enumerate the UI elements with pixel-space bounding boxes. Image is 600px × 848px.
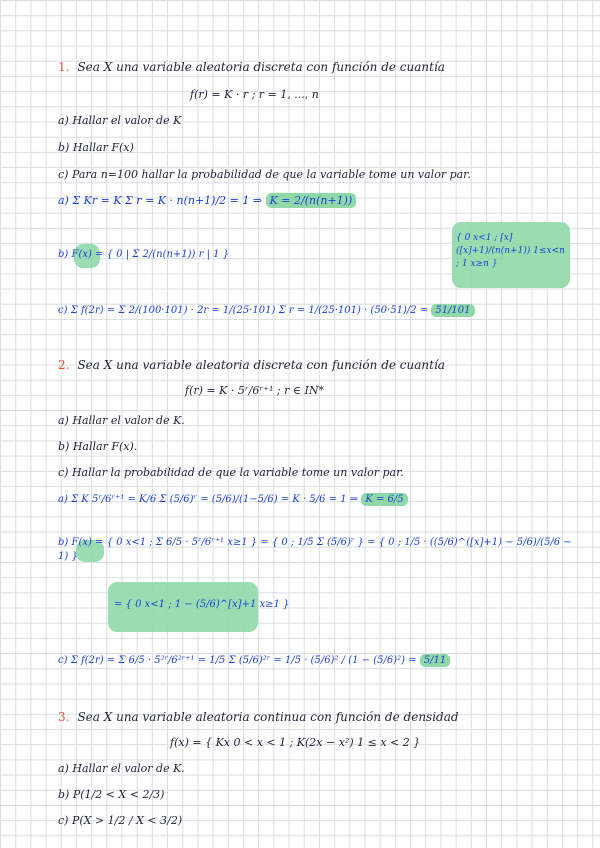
problem-1-statement xyxy=(58,60,445,74)
solution-1c-label: c) xyxy=(58,305,68,316)
solution-2b-equation: F(x) = { 0 x<1 ; Σ 6/5 · 5ʳ/6ʳ⁺¹ x≥1 } = { 0 ; 1/5 Σ (5/6)ʳ } = { 0 ; 1/5 · ((5/6)^([x]+1) − 5/6)/(5/6 − 1) } xyxy=(58,537,572,562)
solution-2c-equation: Σ f(2r) = Σ 6/5 · 5²ʳ/6²ʳ⁺¹ = 1/5 Σ (5/6)²ʳ = 1/5 · (5/6)² / (1 − (5/6)²) = xyxy=(70,655,417,666)
problem-3-number: 3. xyxy=(58,710,70,724)
problem-3-part-b: b) P(1/2 < X < 2/3) xyxy=(58,788,165,801)
solution-1a-label: a) xyxy=(58,194,69,207)
problem-2-part-c: c) Hallar la probabilidad de que la variable tome un valor par. xyxy=(58,466,404,479)
problem-3-part-a: a) Hallar el valor de K. xyxy=(58,762,185,775)
problem-2-statement xyxy=(58,358,445,372)
problem-3-text: Sea X una variable aleatoria continua con función de densidad xyxy=(77,710,459,724)
problem-1-number: 1. xyxy=(58,60,70,74)
solution-1b-equation: F(x) = { 0 | Σ 2/(n(n+1)) r | 1 } xyxy=(71,249,230,260)
solution-1b xyxy=(58,248,448,261)
solution-2b xyxy=(58,536,578,564)
solution-2c xyxy=(58,654,450,668)
problem-1-part-b: b) Hallar F(x) xyxy=(58,141,134,154)
problem-2-number: 2. xyxy=(58,358,70,372)
solution-1c-result: 51/101 xyxy=(431,304,474,317)
solution-1c-equation: Σ f(2r) = Σ 2/(100·101) · 2r = 1/(25·101) Σ r = 1/(25·101) · (50·51)/2 = xyxy=(70,305,429,316)
problem-1-formula: f(r) = K · r ; r = 1, ..., n xyxy=(190,88,319,101)
solution-2b-label: b) xyxy=(58,537,69,548)
problem-3-part-c: c) P(X > 1/2 / X < 3/2) xyxy=(58,814,183,827)
solution-1a xyxy=(58,194,356,208)
solution-2c-label: c) xyxy=(58,655,68,666)
solution-1b-label: b) xyxy=(58,249,69,260)
problem-3-statement xyxy=(58,710,459,724)
solution-1c xyxy=(58,304,475,318)
solution-2a-result: K = 6/5 xyxy=(361,493,407,506)
solution-1a-equation: Σ Kr = K Σ r = K · n(n+1)/2 = 1 ⇒ xyxy=(72,194,263,207)
solution-2c-result: 5/11 xyxy=(420,654,450,667)
solution-1b-result: { 0 x<1 ; [x]([x]+1)/(n(n+1)) 1≤x<n ; 1 x≥n } xyxy=(456,233,565,269)
problem-1-part-c: c) Para n=100 hallar la probabilidad de que la variable tome un valor par. xyxy=(58,168,471,181)
problem-1-text: Sea X una variable aleatoria discreta con función de cuantía xyxy=(77,60,445,74)
solution-2a-label: a) xyxy=(58,494,68,505)
problem-3-formula: f(x) = { Kx 0 < x < 1 ; K(2x − x²) 1 ≤ x < 2 } xyxy=(170,736,421,749)
solution-2b-result: = { 0 x<1 ; 1 − (5/6)^[x]+1 x≥1 } xyxy=(114,599,290,610)
solution-2a xyxy=(58,493,408,507)
problem-2-part-b: b) Hallar F(x). xyxy=(58,440,138,453)
solution-2a-equation: Σ K 5ʳ/6ʳ⁺¹ = K/6 Σ (5/6)ʳ = (5/6)/(1−5/6) = K · 5/6 = 1 ⇒ xyxy=(71,494,359,505)
problem-2-formula: f(r) = K · 5ʳ/6ʳ⁺¹ ; r ∈ IN* xyxy=(185,384,324,397)
problem-2-text: Sea X una variable aleatoria discreta con función de cuantía xyxy=(77,358,445,372)
solution-1a-result: K = 2/(n(n+1)) xyxy=(266,193,357,208)
problem-2-part-a: a) Hallar el valor de K. xyxy=(58,414,185,427)
problem-1-part-a: a) Hallar el valor de K xyxy=(58,114,182,127)
